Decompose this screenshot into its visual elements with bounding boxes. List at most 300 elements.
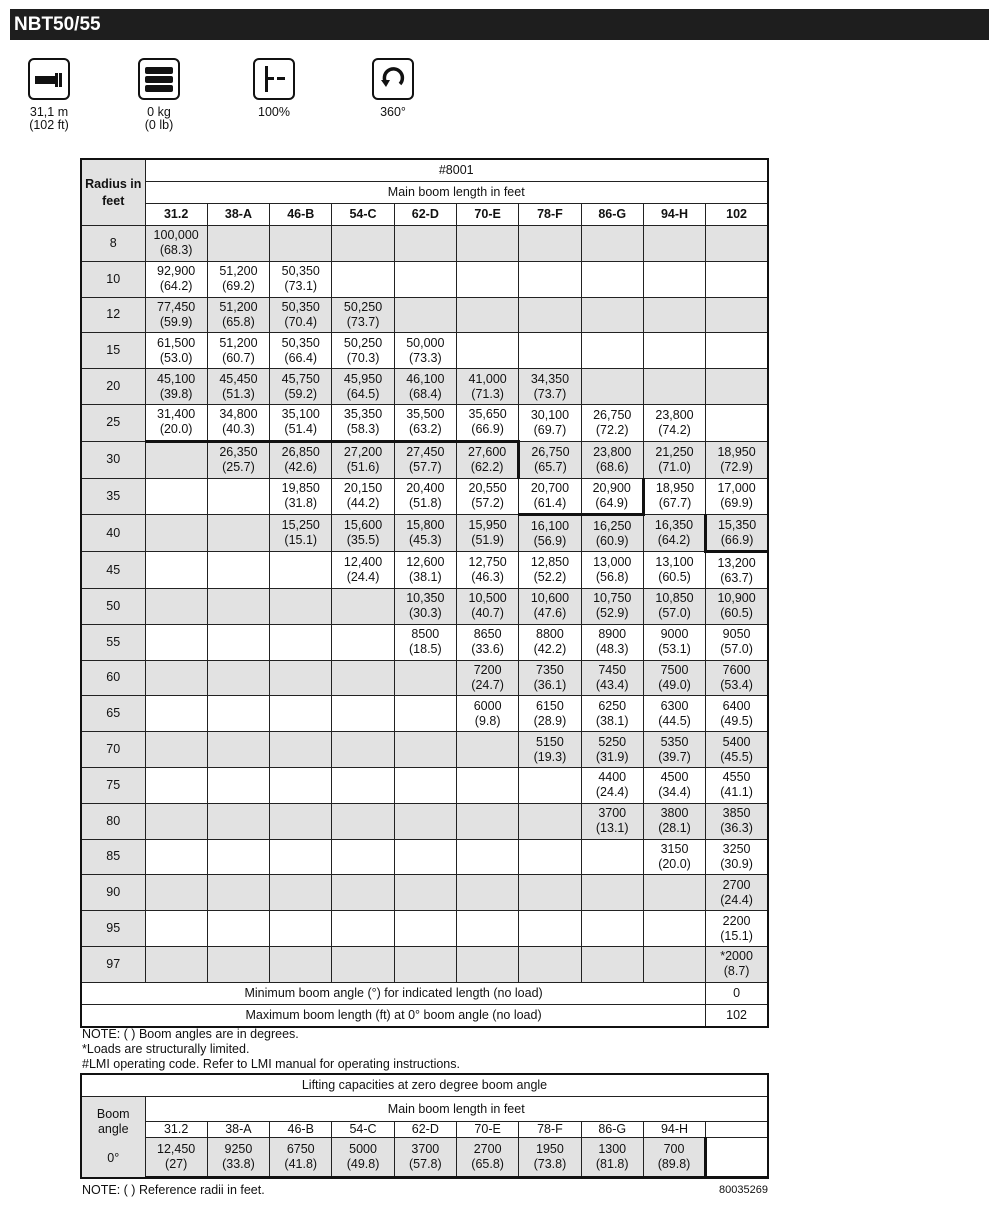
- capacity-cell: [270, 333, 332, 369]
- capacity-cell: [332, 911, 394, 947]
- radius-cell: 40: [81, 515, 145, 552]
- capacity-cell: [145, 404, 207, 441]
- boom-length-icon: [28, 58, 70, 100]
- radius-cell: 35: [81, 478, 145, 515]
- capacity-cell: [706, 261, 768, 297]
- capacity-value: 7350: [536, 662, 564, 677]
- boom-angle-value: (70.3): [346, 350, 380, 365]
- capacity-value: 6000: [473, 698, 502, 713]
- capacity-value: 3150: [660, 841, 689, 856]
- capacity-cell: [581, 333, 643, 369]
- table-row: [81, 226, 768, 262]
- capacity-value: 2700: [722, 877, 751, 892]
- radius-cell: 60: [81, 660, 145, 696]
- radius-cell: 12: [81, 297, 145, 333]
- boom-angle-value: (31.8): [284, 496, 318, 511]
- capacity-cell: [270, 552, 332, 589]
- note-lmi: #LMI operating code. Refer to LMI manual for operating instructions.: [82, 1057, 460, 1071]
- capacity-value: 7200: [473, 662, 502, 677]
- capacity-cell: [643, 369, 705, 405]
- boom-angle-value: (42.6): [284, 460, 318, 475]
- boom-angle-value: (73.3): [409, 350, 442, 365]
- max-length-value: 102: [706, 1004, 768, 1027]
- capacity-cell: [519, 441, 581, 478]
- capacity-value: 27,200: [343, 445, 383, 460]
- boom-angle-value: (36.3): [720, 821, 753, 836]
- radius-cell: 97: [81, 946, 145, 982]
- capacity-value: 26,750: [531, 444, 570, 459]
- capacity-cell: [332, 226, 394, 262]
- capacity-value: 13,000: [593, 555, 632, 570]
- capacity-cell: [270, 624, 332, 660]
- capacity-cell: [394, 261, 456, 297]
- capacity-cell: [207, 732, 269, 768]
- capacity-cell: [706, 696, 768, 732]
- zero-table-title: Lifting capacities at zero degree boom angle: [81, 1074, 768, 1097]
- boom-angle-value: (61.4): [533, 495, 567, 510]
- radius-cell: 70: [81, 732, 145, 768]
- capacity-value: 35,650: [468, 407, 507, 422]
- capacity-cell: [207, 911, 269, 947]
- table-row: [81, 875, 768, 911]
- capacity-cell: [519, 515, 581, 552]
- capacity-cell: [394, 552, 456, 589]
- capacity-cell: [643, 404, 705, 441]
- capacity-cell: [270, 875, 332, 911]
- capacity-cell: [643, 624, 705, 660]
- min-angle-label: Minimum boom angle (°) for indicated length (no load): [81, 982, 706, 1004]
- capacity-value: 13,100: [655, 555, 694, 570]
- capacity-value: 26,350: [219, 445, 258, 460]
- boom-angle-value: (51.6): [346, 460, 380, 475]
- boom-angle-value: (38.1): [595, 713, 629, 728]
- capacity-cell: [270, 946, 332, 982]
- capacity-cell: [332, 946, 394, 982]
- capacity-cell: [207, 552, 269, 589]
- capacity-cell: [456, 333, 518, 369]
- radius-cell: 30: [81, 441, 145, 478]
- capacity-cell: [706, 369, 768, 405]
- boom-angle-value: (58.3): [346, 422, 380, 437]
- column-header: 86-G: [581, 204, 643, 226]
- boom-angle-value: (24.4): [720, 892, 753, 907]
- capacity-cell: [145, 803, 207, 839]
- capacity-cell: [145, 333, 207, 369]
- capacity-cell: [519, 226, 581, 262]
- capacity-value: 8900: [598, 627, 627, 642]
- zero-capacity-cell: [643, 1138, 705, 1178]
- capacity-cell: [643, 803, 705, 839]
- capacity-cell: [145, 839, 207, 875]
- capacity-cell: [145, 261, 207, 297]
- outrigger-icon: [253, 58, 295, 100]
- boom-angle-value: (25.7): [222, 460, 255, 475]
- capacity-value: 7450: [598, 662, 627, 677]
- capacity-value: 35,350: [343, 407, 383, 422]
- capacity-value: 4550: [722, 770, 751, 785]
- capacity-cell: [207, 297, 269, 333]
- radius-cell: 90: [81, 875, 145, 911]
- boom-angle-value: (66.4): [284, 350, 318, 365]
- capacity-cell: [643, 696, 705, 732]
- capacity-value: 9250: [224, 1142, 253, 1156]
- capacity-value: 20,900: [592, 480, 631, 495]
- capacity-value: 15,800: [406, 518, 445, 533]
- capacity-cell: [207, 696, 269, 732]
- capacity-cell: [270, 732, 332, 768]
- capacity-value: 15,950: [468, 518, 507, 533]
- capacity-cell: [706, 803, 768, 839]
- capacity-cell: [706, 552, 768, 589]
- boom-angle-value: (42.2): [533, 642, 567, 657]
- boom-angle-value: (28.1): [658, 821, 691, 836]
- capacity-value: 30,100: [530, 407, 570, 422]
- capacity-cell: [332, 732, 394, 768]
- capacity-cell: [207, 839, 269, 875]
- capacity-cell: [145, 767, 207, 803]
- boom-angle-value: (19.3): [533, 749, 567, 764]
- boom-angle-value: (30.3): [409, 606, 442, 621]
- capacity-cell: [456, 767, 518, 803]
- boom-angle-value: (71.3): [471, 386, 504, 401]
- capacity-cell: [332, 478, 394, 515]
- capacity-value: 6300: [660, 698, 689, 713]
- capacity-cell: [270, 588, 332, 624]
- capacity-cell: [394, 660, 456, 696]
- boom-angle-value: (69.7): [533, 422, 567, 437]
- capacity-cell: [145, 946, 207, 982]
- capacity-cell: [456, 552, 518, 589]
- capacity-cell: [207, 946, 269, 982]
- boom-angle-value: (36.1): [533, 677, 567, 692]
- capacity-cell: [394, 515, 456, 552]
- capacity-value: 12,850: [530, 555, 570, 570]
- capacity-value: 46,100: [406, 371, 445, 386]
- capacity-cell: [332, 588, 394, 624]
- capacity-cell: [456, 261, 518, 297]
- capacity-value: 21,250: [655, 444, 694, 459]
- capacity-cell: [394, 369, 456, 405]
- capacity-cell: [581, 803, 643, 839]
- capacity-value: 7600: [722, 662, 751, 677]
- table-row: [81, 911, 768, 947]
- boom-angle-value: (44.2): [346, 496, 380, 511]
- capacity-cell: [519, 946, 581, 982]
- capacity-cell: [706, 732, 768, 768]
- column-header: 31.2: [145, 204, 207, 226]
- capacity-cell: [581, 369, 643, 405]
- counterweight-value: 0 kg: [147, 105, 171, 119]
- capacity-cell: [456, 441, 518, 478]
- capacity-value: 5000: [349, 1142, 377, 1156]
- capacity-cell: [643, 660, 705, 696]
- zero-column-header: 38-A: [207, 1122, 269, 1138]
- capacity-cell: [581, 297, 643, 333]
- boom-angle-value: (45.3): [409, 533, 442, 548]
- capacity-value: 10,350: [406, 591, 445, 606]
- zero-capacity-cell: [145, 1138, 207, 1178]
- boom-angle-value: (66.9): [471, 422, 504, 437]
- capacity-cell: [581, 261, 643, 297]
- zero-column-header: 46-B: [270, 1122, 332, 1138]
- capacity-value: 2200: [722, 913, 751, 928]
- capacity-value: 3250: [722, 841, 751, 856]
- boom-angle-value: (13.1): [595, 821, 629, 836]
- capacity-value: 20,400: [406, 481, 445, 496]
- capacity-cell: [145, 369, 207, 405]
- boom-angle-value: (63.7): [720, 570, 753, 585]
- capacity-value: 3800: [660, 806, 689, 821]
- boom-angle-value: (70.4): [284, 314, 318, 329]
- capacity-cell: [456, 478, 518, 515]
- capacity-value: 3700: [598, 806, 627, 821]
- boom-angle-value: (45.5): [720, 749, 753, 764]
- boom-angle-value: (64.2): [657, 533, 691, 548]
- capacity-cell: [456, 911, 518, 947]
- capacity-cell: [581, 226, 643, 262]
- capacity-cell: [581, 624, 643, 660]
- capacity-cell: [270, 297, 332, 333]
- column-header: 70-E: [456, 204, 518, 226]
- capacity-cell: [706, 946, 768, 982]
- page-title: NBT50/55: [10, 9, 989, 40]
- zero-capacity-cell: [519, 1138, 581, 1178]
- zero-capacity-cell: [456, 1138, 518, 1178]
- capacity-value: *2000: [720, 949, 753, 964]
- radius-value: (33.8): [222, 1157, 255, 1171]
- capacity-value: 6750: [286, 1142, 315, 1156]
- capacity-value: 12,400: [343, 555, 383, 570]
- boom-angle-value: (49.5): [720, 713, 753, 728]
- table-row: [81, 624, 768, 660]
- capacity-value: 700: [663, 1142, 685, 1156]
- capacity-value: 50,350: [281, 299, 320, 314]
- capacity-cell: [207, 478, 269, 515]
- capacity-value: 15,350: [717, 517, 757, 532]
- boom-angle-value: (28.9): [533, 713, 567, 728]
- radius-cell: 80: [81, 803, 145, 839]
- capacity-value: 92,900: [157, 264, 196, 279]
- load-chart-table: [80, 158, 769, 1028]
- boom-angle-value: (24.4): [346, 570, 380, 585]
- capacity-cell: [706, 875, 768, 911]
- capacity-value: 34,800: [219, 407, 258, 422]
- capacity-cell: [270, 441, 332, 478]
- capacity-value: 23,800: [593, 444, 632, 459]
- capacity-value: 1950: [536, 1142, 564, 1156]
- capacity-cell: [207, 660, 269, 696]
- capacity-cell: [643, 226, 705, 262]
- capacity-cell: [456, 624, 518, 660]
- boom-angle-value: (56.9): [533, 533, 567, 548]
- capacity-cell: [270, 911, 332, 947]
- boom-angle-value: (53.4): [720, 677, 753, 692]
- rotation-value: 360°: [380, 105, 406, 119]
- zero-capacity-cell: [270, 1138, 332, 1178]
- capacity-value: 5150: [536, 734, 564, 749]
- table-row: [81, 552, 768, 589]
- capacity-cell: [519, 369, 581, 405]
- radius-cell: 95: [81, 911, 145, 947]
- zero-boom-length-header: Main boom length in feet: [145, 1097, 768, 1122]
- capacity-value: 45,950: [343, 371, 383, 386]
- capacity-cell: [394, 478, 456, 515]
- capacity-cell: [394, 732, 456, 768]
- capacity-cell: [706, 441, 768, 478]
- table-row: [81, 696, 768, 732]
- boom-angle-value: (69.9): [720, 496, 753, 511]
- boom-angle-value: (48.3): [595, 642, 629, 657]
- boom-angle-value: (67.7): [658, 496, 692, 511]
- capacity-value: 50,350: [281, 264, 320, 279]
- boom-angle-value: (39.8): [159, 386, 193, 401]
- capacity-cell: [145, 441, 207, 478]
- capacity-cell: [643, 552, 705, 589]
- boom-angle-value: (20.0): [658, 856, 691, 871]
- table-row: [81, 261, 768, 297]
- capacity-cell: [643, 261, 705, 297]
- capacity-cell: [394, 404, 456, 441]
- radius-cell: 75: [81, 767, 145, 803]
- capacity-cell: [643, 911, 705, 947]
- zero-column-header: 31.2: [145, 1122, 207, 1138]
- capacity-cell: [581, 588, 643, 624]
- capacity-cell: [332, 515, 394, 552]
- capacity-cell: [706, 588, 768, 624]
- boom-angle-value: (41.1): [720, 785, 753, 800]
- radius-value: (57.8): [409, 1157, 442, 1171]
- boom-length-header: Main boom length in feet: [145, 182, 768, 204]
- capacity-cell: [519, 478, 581, 515]
- capacity-cell: [519, 767, 581, 803]
- capacity-value: 12,600: [406, 555, 445, 570]
- boom-angle-value: (63.2): [409, 422, 442, 437]
- capacity-value: 12,750: [468, 555, 507, 570]
- boom-angle-value: (73.7): [346, 314, 380, 329]
- capacity-cell: [270, 261, 332, 297]
- boom-angle-value: (51.3): [222, 386, 255, 401]
- boom-angle-value: (57.7): [409, 460, 442, 475]
- capacity-cell: [706, 624, 768, 660]
- capacity-cell: [456, 297, 518, 333]
- boom-angle-value: (60.5): [720, 606, 753, 621]
- table-row: [81, 660, 768, 696]
- capacity-cell: [270, 767, 332, 803]
- capacity-value: 45,450: [219, 371, 258, 386]
- capacity-cell: [332, 552, 394, 589]
- table-row: [81, 732, 768, 768]
- boom-angle-value: (72.2): [595, 422, 629, 437]
- capacity-cell: [519, 875, 581, 911]
- capacity-cell: [207, 226, 269, 262]
- boom-angle-value: (60.9): [595, 533, 629, 548]
- boom-angle-value: (57.0): [658, 606, 691, 621]
- capacity-cell: [519, 624, 581, 660]
- table-row: [81, 588, 768, 624]
- capacity-cell: [270, 839, 332, 875]
- capacity-value: 35,100: [281, 407, 320, 422]
- boom-angle-value: (68.6): [595, 459, 629, 474]
- boom-angle-value: (64.2): [159, 279, 193, 294]
- capacity-value: 50,350: [281, 335, 320, 350]
- boom-angle-value: (59.2): [284, 386, 318, 401]
- table-row: [81, 333, 768, 369]
- capacity-cell: [394, 588, 456, 624]
- capacity-cell: [581, 875, 643, 911]
- boom-angle-value: (68.3): [159, 243, 193, 258]
- radius-value: (27): [165, 1157, 188, 1171]
- capacity-value: 51,200: [219, 264, 258, 279]
- capacity-cell: [581, 732, 643, 768]
- capacity-cell: [394, 803, 456, 839]
- capacity-value: 18,950: [655, 481, 695, 496]
- capacity-cell: [207, 404, 269, 441]
- radius-value: (41.8): [284, 1157, 318, 1171]
- capacity-cell: [270, 803, 332, 839]
- column-header: 102: [706, 204, 768, 226]
- capacity-cell: [519, 696, 581, 732]
- capacity-cell: [456, 515, 518, 552]
- boom-angle-value: (43.4): [595, 677, 629, 692]
- boom-angle-value: (49.0): [658, 677, 691, 692]
- table-notes: [82, 1027, 460, 1072]
- capacity-cell: [456, 226, 518, 262]
- capacity-cell: [332, 660, 394, 696]
- boom-angle-value: (53.0): [159, 350, 193, 365]
- zero-column-header: 78-F: [519, 1122, 581, 1138]
- capacity-cell: [207, 441, 269, 478]
- capacity-cell: [519, 588, 581, 624]
- zero-capacity-cell: [332, 1138, 394, 1178]
- boom-angle-value: (51.9): [471, 533, 504, 548]
- counterweight-value-lb: (0 lb): [144, 118, 174, 132]
- boom-angle-value: (52.9): [595, 606, 629, 621]
- capacity-cell: [207, 875, 269, 911]
- capacity-cell: [332, 839, 394, 875]
- capacity-cell: [394, 297, 456, 333]
- capacity-cell: [581, 767, 643, 803]
- capacity-cell: [456, 946, 518, 982]
- capacity-value: 6400: [722, 698, 751, 713]
- capacity-value: 45,100: [157, 371, 196, 386]
- boom-angle-value: (9.8): [474, 713, 501, 728]
- capacity-cell: [643, 732, 705, 768]
- radius-cell: 50: [81, 588, 145, 624]
- document-number: 80035269: [719, 1184, 768, 1196]
- capacity-value: 41,000: [468, 371, 507, 386]
- capacity-cell: [270, 404, 332, 441]
- capacity-cell: [145, 226, 207, 262]
- zero-row-label: 0°: [107, 1151, 120, 1166]
- capacity-cell: [519, 803, 581, 839]
- boom-angle-value: (20.0): [159, 422, 193, 437]
- capacity-cell: [643, 441, 705, 478]
- capacity-cell: [706, 515, 768, 552]
- boom-angle-value: (65.8): [222, 314, 255, 329]
- capacity-value: 31,400: [157, 407, 196, 422]
- boom-angle-value: (65.7): [534, 459, 567, 474]
- capacity-cell: [207, 369, 269, 405]
- capacity-value: 51,200: [219, 335, 258, 350]
- boom-angle-value: (35.5): [346, 533, 380, 548]
- radius-value: (65.8): [471, 1157, 504, 1171]
- capacity-cell: [145, 732, 207, 768]
- capacity-value: 13,200: [717, 555, 756, 570]
- capacity-value: 5250: [598, 734, 627, 749]
- capacity-cell: [145, 588, 207, 624]
- note-structural: *Loads are structurally limited.: [82, 1042, 250, 1056]
- boom-angle-value: (15.1): [284, 533, 318, 548]
